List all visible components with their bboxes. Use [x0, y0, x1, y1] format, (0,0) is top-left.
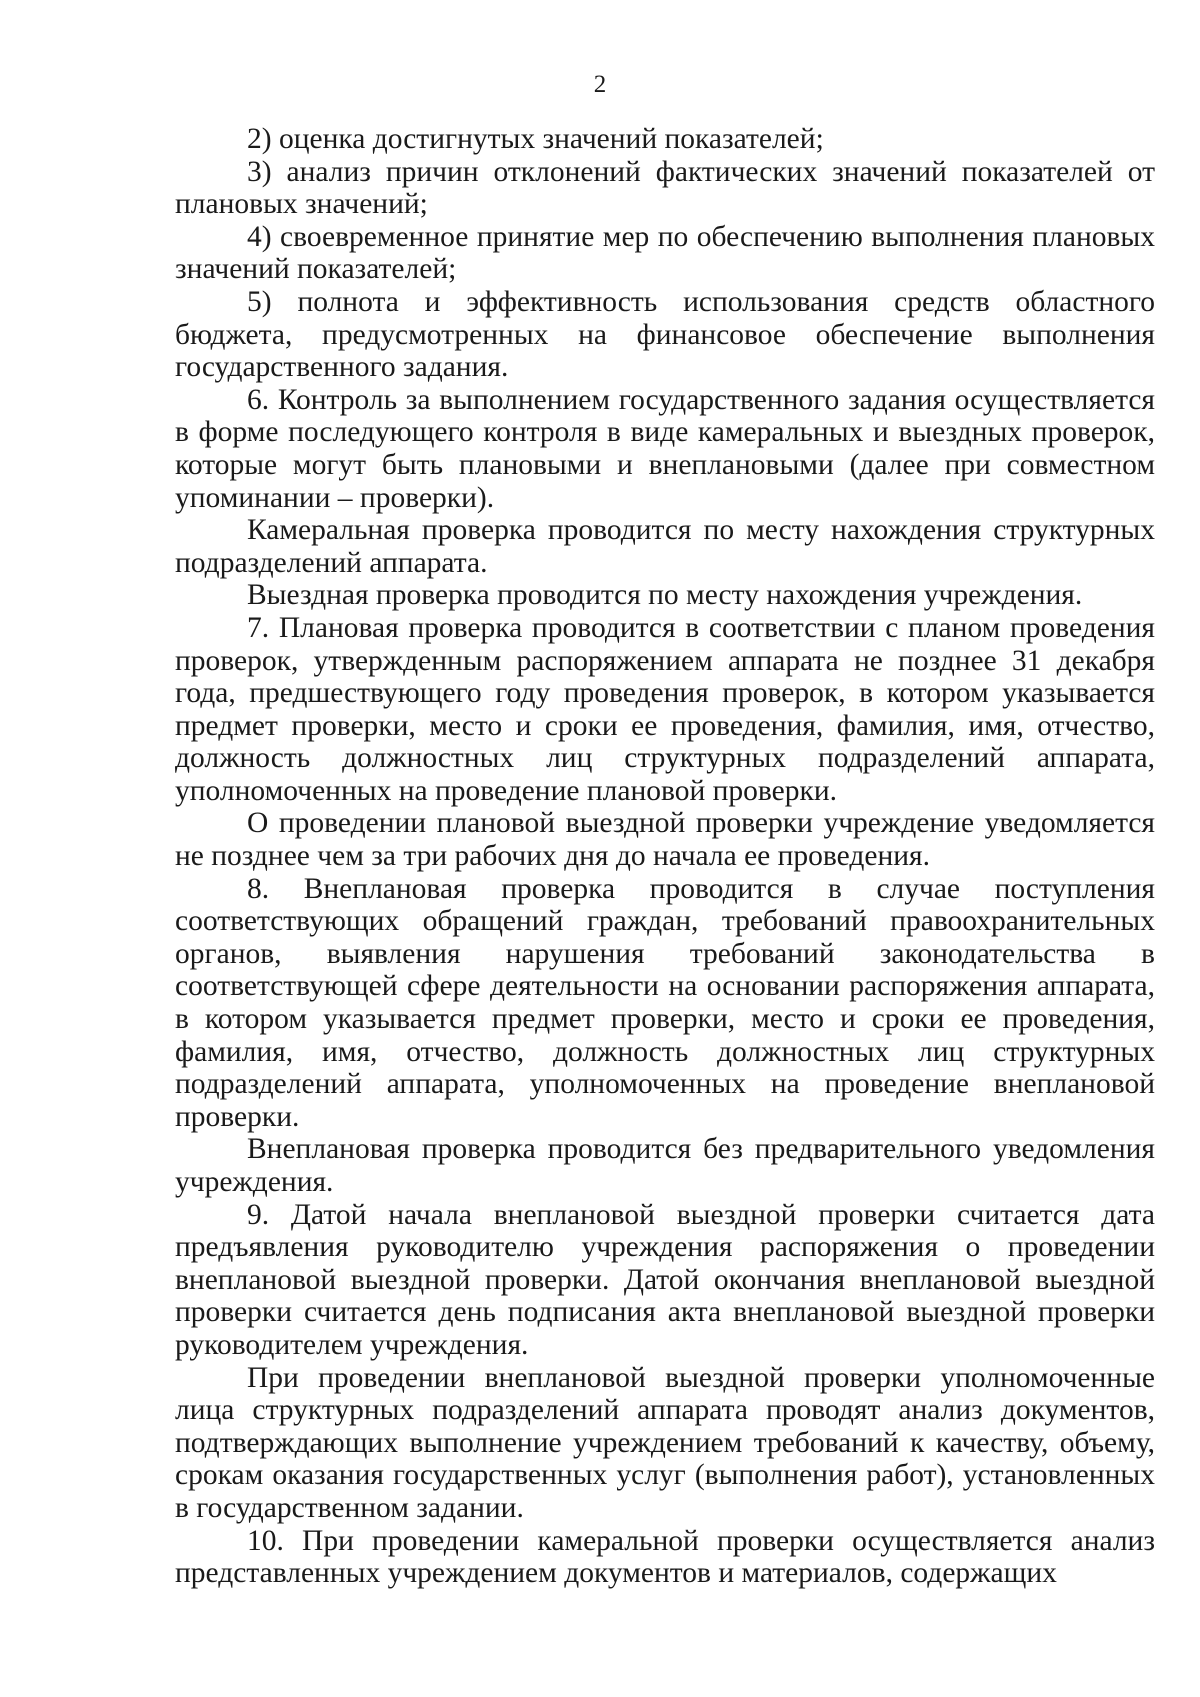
page-number: 2	[593, 71, 607, 98]
paragraph: 2) оценка достигнутых значений показателей;	[247, 123, 824, 155]
paragraph: 7. Плановая проверка проводится в соответствии с планом проведения проверок, утвержденным распоряжением аппарата не позднее 31 декабря года, предшествующего году проведения проверок, в котором указывается предмет проверки, место и сроки ее проведения, фамилия, имя, отчество, должность должностных лиц структурных подразделений аппарата, уполномоченных на проведение плановой проверки.	[175, 611, 1155, 807]
paragraph: Внеплановая проверка проводится без предварительного уведомления учреждения.	[175, 1133, 1155, 1198]
paragraph: 5) полнота и эффективность использования средств областного бюджета, предусмотренных на финансовое обеспечение выполнения государственного задания.	[175, 285, 1155, 384]
paragraph: 4) своевременное принятие мер по обеспечению выполнения плановых значений показателей;	[175, 220, 1155, 286]
paragraph: 3) анализ причин отклонений фактических значений показателей от плановых значений;	[175, 155, 1155, 221]
paragraph: 10. При проведении камеральной проверки осуществляется анализ представленных учреждением документов и материалов, содержащих	[175, 1524, 1155, 1590]
paragraph: О проведении плановой выездной проверки учреждение уведомляется не позднее чем за три рабочих дня до начала ее проведения.	[175, 807, 1155, 873]
paragraph: Камеральная проверка проводится по месту нахождения структурных подразделений аппарата.	[175, 514, 1155, 579]
paragraph: Выездная проверка проводится по месту нахождения учреждения.	[247, 579, 1083, 612]
paragraph: 6. Контроль за выполнением государственного задания осуществляется в форме последующего контроля в виде камеральных и выездных проверок, которые могут быть плановыми и внеплановыми (далее при совместном упоминании – проверки).	[175, 383, 1155, 514]
document-body	[175, 123, 1155, 1590]
paragraph: 9. Датой начала внеплановой выездной проверки считается дата предъявления руководителю учреждения распоряжения о проведении внеплановой выездной проверки. Датой окончания внеплановой выездной проверки считается день подписания акта внеплановой выездной проверки руководителем учреждения.	[175, 1198, 1155, 1361]
paragraph: 8. Внеплановая проверка проводится в случае поступления соответствующих обращений граждан, требований правоохранительных органов, выявления нарушения требований законодательства в соответствующей сфере деятельности на основании распоряжения аппарата, в котором указывается предмет проверки, место и сроки ее проведения, фамилия, имя, отчество, должность должностных лиц структурных подразделений аппарата, уполномоченных на проведение внеплановой проверки.	[175, 872, 1155, 1133]
paragraph: При проведении внеплановой выездной проверки уполномоченные лица структурных подразделений аппарата проводят анализ документов, подтверждающих выполнение учреждением требований к качеству, объему, срокам оказания государственных услуг (выполнения работ), установленных в государственном задании.	[175, 1361, 1155, 1524]
